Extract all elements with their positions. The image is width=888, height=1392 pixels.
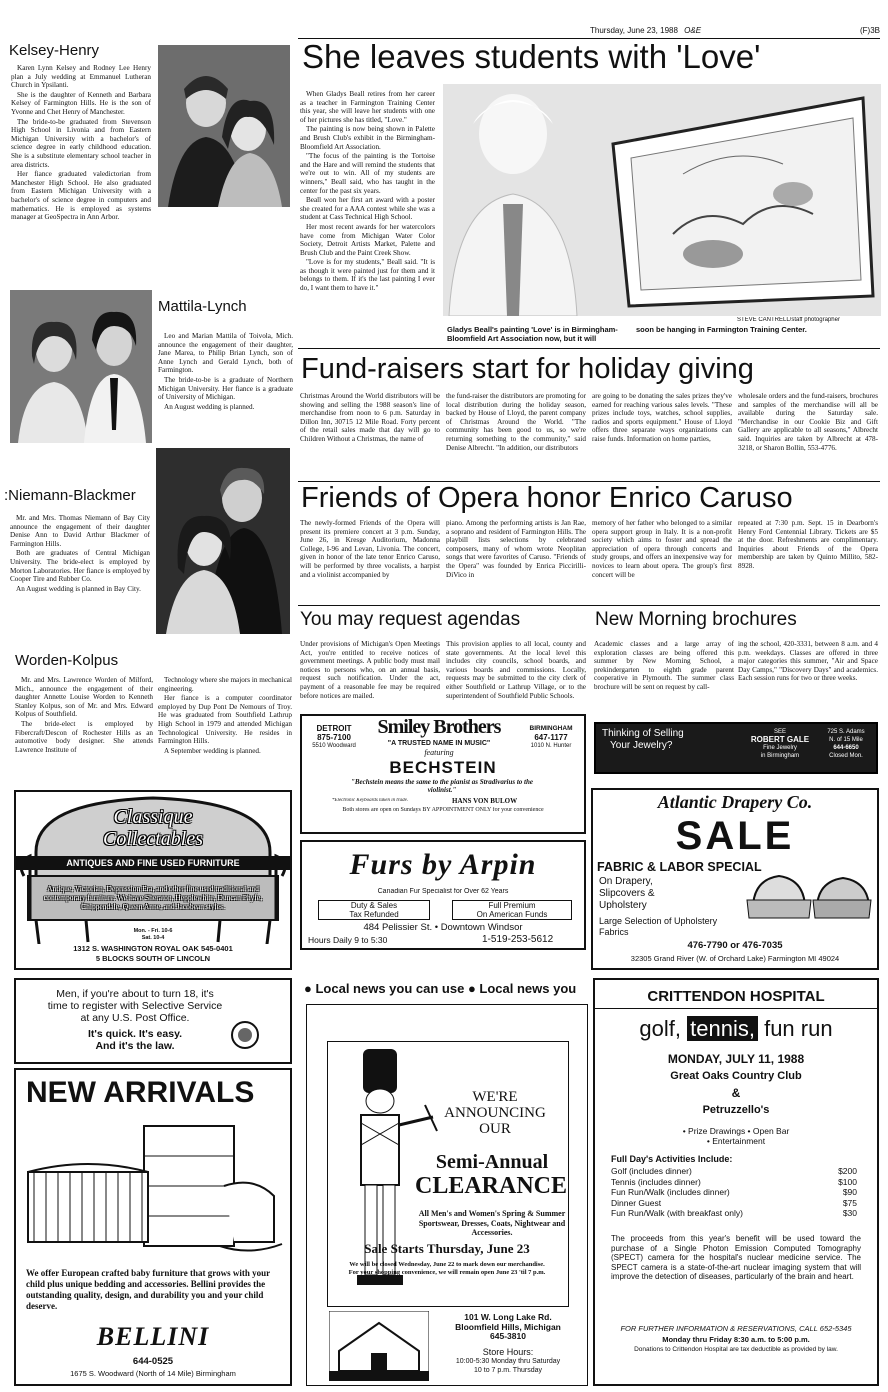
beall-painting-photo bbox=[443, 84, 881, 316]
smiley-birmingham-block bbox=[520, 724, 582, 751]
selective-line: And it's the law. bbox=[95, 1040, 175, 1052]
selective-service-ad[interactable] bbox=[14, 978, 292, 1064]
kelsey-body bbox=[11, 64, 151, 274]
kelsey-para: She is the daughter of Kenneth and Barbara Kelsey of Farmington Hills. He is the son of Yvonne and Chet Henry of Manchester. bbox=[11, 90, 151, 116]
selective-line: It's quick. It's easy. bbox=[87, 1028, 183, 1040]
chairs-illustration bbox=[743, 870, 873, 922]
love-para: Her most recent awards for her watercolors have come from Michigan Water Color Society, Detroit Artists Market, Palette and Brush Club and the Paint Creek Show. bbox=[300, 222, 435, 257]
masthead-date: Thursday, June 23, 1988 bbox=[590, 26, 678, 35]
clearance-line: WE'RE bbox=[472, 1089, 518, 1105]
smiley-detroit-block bbox=[306, 724, 362, 751]
gale-address-block bbox=[818, 728, 874, 760]
furs-address: 484 Pelissier St. • Downtown Windsor bbox=[363, 922, 523, 933]
fund-col-1: Christmas Around the World distributors will be showing and selling the 1988 season's line of merchandise from noon to 6 p.m. Saturday in Dillon Inn, 30715 12 Mile Road. Forty percent of the retail sales made that day will go to Children Without a Christmas, the name of bbox=[300, 392, 440, 443]
atlantic-item: Upholstery bbox=[599, 900, 647, 911]
atlantic-special: FABRIC & LABOR SPECIAL bbox=[597, 860, 762, 874]
mattila-body bbox=[158, 332, 293, 432]
mattila-para: An August wedding is planned. bbox=[164, 402, 255, 411]
fund-col-2: the fund-raiser the distributors are promoting for local distribution during the holiday season, backed by House of Lloyd, the parent company of Christmas Around the World. "The community has been good to us, so we're returning something to the community," said Denise Albrecht. "In addition, our distributors bbox=[446, 392, 586, 452]
selective-line: time to register with Selective Service bbox=[47, 1000, 223, 1012]
smiley-name: Smiley Brothers bbox=[377, 716, 501, 738]
gale-question bbox=[602, 728, 684, 752]
hospital-extras-1: • Prize Drawings • Open Bar bbox=[682, 1126, 790, 1136]
clearance-hours-1: 10:00-5:30 Monday thru Saturday bbox=[455, 1358, 561, 1365]
love-para: The painting is now being shown in Palette and Brush Club's exhibit in the Birmingham-Bloomfield Art Association. bbox=[300, 125, 435, 151]
furs-box1-line1: Duty & Sales bbox=[350, 901, 398, 910]
hospital-fee-row bbox=[611, 1177, 857, 1188]
love-body bbox=[300, 90, 435, 352]
gale-line-1: Thinking of Selling bbox=[602, 728, 684, 739]
classique-description: Antique, Victorian, Depression Era, and other fine used traditional and contemporary furniture. We have Sheraton, Hepplewhite, Duncan Phyfe, Chippendale, Queen Anne, and Jacobean styles. bbox=[43, 884, 263, 911]
worden-title: Worden-Kolpus bbox=[15, 652, 119, 669]
local-news-text-2: Local news you bbox=[479, 981, 577, 996]
fee-label: Dinner Guest bbox=[611, 1197, 662, 1208]
masthead-rule bbox=[298, 38, 880, 39]
atlantic-item: Slipcovers & bbox=[599, 888, 655, 899]
clearance-items: All Men's and Women's Spring & Summer Sportswear, Dresses, Coats, Nightwear and Accessories. bbox=[418, 1209, 566, 1237]
fee-label: Fun Run/Walk (includes dinner) bbox=[611, 1187, 730, 1197]
agendas-headline: You may request agendas bbox=[300, 610, 521, 629]
agendas-col-1: Under provisions of Michigan's Open Meetings Act, you're entitled to receive notices of government meetings. A public body must mail notices to persons who, on an annual basis, request such notification. Under the act, payment of a reasonable fee may be required before notices are mailed. bbox=[300, 640, 440, 700]
niemann-para: An August wedding is planned in Bay City. bbox=[16, 584, 141, 593]
furs-hours: Hours Daily 9 to 5:30 bbox=[308, 935, 388, 945]
classique-name-1: Classique bbox=[113, 806, 193, 828]
clearance-line: ANNOUNCING bbox=[444, 1105, 546, 1121]
furs-subtitle: Canadian Fur Specialist for Over 62 Years bbox=[377, 888, 509, 895]
agendas-col-2: This provision applies to all local, county and state governments. At the local level this includes city councils, school boards, and various boards and commissions. Locally, requests may be submitted to the city clerk of either Southfield or Lathrup Village, or to the superintendent of Southfield Public Schools. bbox=[446, 640, 586, 700]
smiley-hours: Both stores are open on Sundays BY APPOINTMENT ONLY for your convenience bbox=[342, 807, 544, 813]
fee-price: $30 bbox=[842, 1208, 857, 1218]
hospital-events bbox=[595, 1016, 877, 1042]
morning-col-2: ing the school, 420-3331, between 8 a.m. and 4 p.m. weekdays. Classes are offered in three major categories this summer, "Air and Space Day Camps," "Discovery Days" and academics. Each session runs for two or three weeks. bbox=[738, 640, 878, 683]
couple-photo-graphic bbox=[156, 448, 290, 634]
love-headline: She leaves students with 'Love' bbox=[302, 40, 761, 73]
bellini-body: We offer European crafted baby furniture that grows with your child plus unique bedding and accessories. Bellini provides the outstanding quality, design, and durability you and your child deserve. bbox=[26, 1268, 270, 1311]
fund-col-3: are going to be donating the sales prizes they've earned for reaching various sales levels. "These prizes include toys, watches, school supplies, radios and sports equipment." House of Lloyd offers three separate ways organizations can raise funds. Information on home parties, bbox=[592, 392, 732, 443]
love-para: "Love is for my students," Beall said. "It is as though it were painted just for them and it belongs to them. If it's the last painting I ever do, I want them to have it." bbox=[300, 258, 435, 293]
smiley-quote-author: HANS VON BULOW bbox=[452, 797, 518, 805]
niemann-para: Mr. and Mrs. Thomas Niemann of Bay City announce the engagement of their daughter Denise Ann to David Arthur Blackmer of Farmington Hills. bbox=[10, 514, 150, 548]
masthead bbox=[590, 26, 880, 38]
hospital-info: FOR FURTHER INFORMATION & RESERVATIONS, CALL 652-5345 bbox=[620, 1324, 852, 1333]
atlantic-large: Large Selection of Upholstery Fabrics bbox=[599, 916, 718, 937]
furs-box2-line2: On American Funds bbox=[476, 910, 548, 919]
furs-tax-box bbox=[318, 900, 430, 920]
masthead-paper: O&E bbox=[684, 26, 702, 35]
gale-sub-2: in Birmingham bbox=[760, 753, 800, 759]
furs-box1-line2: Tax Refunded bbox=[349, 910, 399, 919]
love-caption-2: soon be hanging in Farmington Training Center. bbox=[636, 325, 807, 334]
painting-photo-graphic bbox=[443, 84, 881, 316]
clearance-addr-2: Bloomfield Hills, Michigan bbox=[455, 1321, 561, 1332]
love-para: Beall won her first art award with a poster she created for a AAA contest while she was a student at Cass Technical High School. bbox=[300, 196, 435, 222]
worden-para: Technology where she majors in mechanical engineering. bbox=[158, 676, 292, 693]
hospital-extras-2: • Entertainment bbox=[706, 1136, 766, 1146]
fee-label: Tennis (includes dinner) bbox=[611, 1176, 701, 1187]
local-news-banner bbox=[304, 981, 586, 999]
atlantic-items bbox=[599, 876, 655, 912]
selective-service-seal-icon bbox=[230, 1020, 260, 1050]
fee-price: $90 bbox=[842, 1187, 857, 1197]
atlantic-name: Atlantic Drapery Co. bbox=[657, 792, 813, 812]
gale-sub-1: Fine Jewelry bbox=[763, 745, 797, 751]
crittendon-hospital-ad[interactable] bbox=[593, 978, 879, 1386]
love-caption-1: Gladys Beall's painting 'Love' is in Birmingham-Bloomfield Art Association now, but it will bbox=[447, 325, 618, 343]
selective-text bbox=[22, 988, 248, 1052]
smiley-birmingham-addr: 1010 N. Hunter bbox=[530, 743, 572, 749]
clearance-announce bbox=[425, 1089, 565, 1137]
selective-line: at any U.S. Post Office. bbox=[80, 1012, 190, 1024]
crib-illustration bbox=[24, 1116, 286, 1256]
bellini-ad[interactable] bbox=[14, 1068, 292, 1386]
hospital-event-tennis: tennis, bbox=[687, 1016, 758, 1041]
hospital-venue: Great Oaks Country Club bbox=[670, 1070, 802, 1082]
hospital-date: MONDAY, JULY 11, 1988 bbox=[667, 1052, 805, 1066]
classique-location: 5 BLOCKS SOUTH OF LINCOLN bbox=[16, 954, 290, 963]
bellini-address: 1675 S. Woodward (North of 14 Mile) Birmingham bbox=[70, 1369, 236, 1378]
local-news-bullet-icon: ● bbox=[467, 981, 476, 996]
hospital-amp: & bbox=[731, 1086, 741, 1100]
opera-col-2: piano. Among the performing artists is Jan Rae, a soprano and resident of Farmington Hills. The playbill lists selections by celebrated composers, many of whom wrote Neoplitan songs that were favorites of Caruso. "Friends of the Opera" was founded by Enrica Piccirilli-DiVico in bbox=[446, 519, 586, 579]
fund-col-4: wholesale orders and the fund-raisers, brochures and samples of the merchandise will all be available during the Saturday sale. "Merchandise in our Cookie Biz and Gift Gallery are applicable to all seasons," Albrecht said. Inquiries are taken by Albrecht at 478-3218, or Sharon Bollin, 553-4776. bbox=[738, 392, 878, 452]
smiley-brothers-ad[interactable] bbox=[300, 714, 586, 834]
clearance-note: We will be closed Wednesday, June 22 to mark down our merchandise. For your shopping convenience, we will remain open June 23 'til 7 p.m. bbox=[348, 1261, 546, 1276]
love-para: "The focus of the painting is the Tortoise and the Hare and will remind the students that we're out to win. All of my students are winners," Beall said, who has taught in the center for the past six years. bbox=[300, 152, 435, 195]
fee-label: Golf (includes dinner) bbox=[611, 1166, 692, 1176]
worden-para: Mr. and Mrs. Lawrence Worden of Milford, Mich., announce the engagement of their daughter Annette Louise Worden to Kenneth Stanley Kolpus, son of Mr. and Mrs. Edward Kolpus of Southfield. bbox=[15, 676, 153, 719]
hospital-venue-2: Petruzzello's bbox=[702, 1104, 770, 1116]
smiley-brand: BECHSTEIN bbox=[389, 758, 497, 777]
gale-addr: 725 S. Adams bbox=[827, 729, 865, 735]
fee-price: $75 bbox=[842, 1197, 857, 1208]
gale-line-2: Your Jewelry? bbox=[610, 740, 673, 751]
classique-hours-1: Mon. - Fri. 10-6 bbox=[133, 928, 173, 934]
worden-para: The bride-elect is employed by Fibercraft/Descon of Rochester Hills as an automotive body designer. She attends Lawrence Institute of bbox=[15, 719, 153, 754]
gale-see: SEE bbox=[773, 729, 786, 735]
smiley-detroit-phone: 875-7100 bbox=[317, 733, 351, 742]
opera-col-4: repeated at 7:30 p.m. Sept. 15 in Dearborn's Henry Ford Centennial Library. Tickets are $5 at the door. Refreshments are complimentary. Inquiries about Friends of the Opera membership are taken by Quinto Millito, 582-8928. bbox=[738, 519, 878, 570]
clearance-line: OUR bbox=[479, 1121, 511, 1137]
fund-headline: Fund-raisers start for holiday giving bbox=[301, 355, 754, 384]
niemann-couple-photo bbox=[156, 448, 290, 634]
smiley-quote: "Bechstein means the same to the pianist as Stradivarius to the violinist." bbox=[350, 778, 534, 794]
hospital-event-golf: golf, bbox=[639, 1016, 681, 1041]
worden-body-col1 bbox=[15, 676, 153, 772]
agendas-top-rule bbox=[298, 605, 880, 606]
kelsey-para: The bride-to-be graduated from Stevenson High School in Livonia and from Eastern Michigan University with a bachelor's of science degree in early childhood education. She is a substitute elementary school teacher in area districts. bbox=[11, 117, 151, 169]
bellini-headline: NEW ARRIVALS bbox=[26, 1076, 255, 1109]
classique-hours-2: Sat. 10-4 bbox=[141, 935, 165, 941]
gale-name-block bbox=[742, 728, 818, 760]
opera-headline: Friends of Opera honor Enrico Caruso bbox=[301, 484, 793, 513]
smiley-electronic-note: *Electronic Keyboards taken in trade. bbox=[332, 798, 409, 803]
masthead-page: (F)3B bbox=[860, 26, 880, 35]
couple-photo-graphic bbox=[10, 290, 152, 443]
hospital-title: CRITTENDON HOSPITAL bbox=[647, 988, 825, 1005]
smiley-birmingham-phone: 647-1177 bbox=[534, 733, 568, 742]
morning-col-1: Academic classes and a large array of exploration classes are being offered this summer by New Morning School, a prekindergarten to eighth grade parent cooperative in Plymouth. The summer class brochure will be sent on request by call- bbox=[594, 640, 734, 691]
classique-tagline: ANTIQUES AND FINE USED FURNITURE bbox=[16, 856, 290, 870]
clearance-semi-annual: Semi-Annual bbox=[435, 1151, 549, 1173]
furs-premium-box bbox=[452, 900, 572, 920]
bellini-logo: BELLINI bbox=[96, 1322, 210, 1351]
smiley-slogan: "A TRUSTED NAME IN MUSIC" bbox=[387, 740, 491, 747]
clearance-address bbox=[433, 1313, 583, 1342]
smiley-birmingham-label: BIRMINGHAM bbox=[529, 725, 573, 732]
selective-line: Men, if you're about to turn 18, it's bbox=[56, 988, 214, 1000]
atlantic-phones: 476-7790 or 476-7035 bbox=[687, 940, 783, 951]
smiley-detroit-addr: 5510 Woodward bbox=[312, 743, 356, 749]
niemann-body bbox=[10, 514, 150, 626]
mattila-couple-photo bbox=[10, 290, 152, 443]
furs-by-arpin-ad[interactable] bbox=[300, 840, 586, 950]
hospital-body: The proceeds from this year's benefit will be used toward the purchase of a Single Photon Emission Computed Tomography (SPECT) camera for the hospital's nuclear medicine service. The SPECT camera is a state-of-the-art nuclear imaging system that will improve the detection of diseases, particularly of the brain and heart. bbox=[611, 1234, 861, 1281]
gale-name: ROBERT GALE bbox=[750, 735, 810, 744]
store-logo-illustration bbox=[329, 1311, 429, 1381]
hospital-fee-row bbox=[611, 1208, 857, 1219]
atlantic-address: 32305 Grand River (W. of Orchard Lake) Farmington MI 49024 bbox=[630, 954, 840, 963]
furs-name: Furs by Arpin bbox=[349, 848, 537, 881]
robert-gale-ad[interactable] bbox=[594, 722, 878, 774]
love-para: When Gladys Beall retires from her career as a teacher in Farmington Training Center this year, she will leave her students with one of her pictures she has titled, "Love." bbox=[300, 90, 435, 124]
fee-price: $200 bbox=[838, 1166, 857, 1176]
fee-label: Fun Run/Walk (with breakfast only) bbox=[611, 1208, 743, 1218]
hospital-fees-list bbox=[611, 1166, 857, 1219]
niemann-title: :Niemann-Blackmer bbox=[4, 487, 136, 504]
bellini-phone: 644-0525 bbox=[132, 1356, 174, 1367]
hospital-hours: Monday thru Friday 8:30 a.m. to 5:00 p.m. bbox=[662, 1335, 810, 1344]
smiley-featuring: featuring bbox=[424, 748, 454, 757]
kelsey-para: Her fiance graduated valedictorian from Manchester High School. He also graduated from Eastern Michigan University with a bachelor's of science degree in computers and mathematics. He is employed as systems manager at GeoSpectra in Ann Arbor. bbox=[11, 170, 151, 222]
clearance-hours-2: 10 to 7 p.m. Thursday bbox=[474, 1366, 542, 1374]
classique-hours bbox=[16, 928, 290, 942]
opera-col-1: The newly-formed Friends of the Opera will present its premiere concert at 3 p.m. Sunday, June 26, in Kresge Auditorium, Madonna College, I-96 and Levan, Livonia. The concert, given in honor of the late tenor Enrico Caruso, will be performed by three vocalists, a harpist and a violinist accompanied by bbox=[300, 519, 440, 579]
hospital-title-rule bbox=[595, 1008, 877, 1009]
clearance-phone: 645-3810 bbox=[490, 1331, 526, 1341]
opera-top-rule bbox=[298, 481, 880, 482]
clearance-hours bbox=[433, 1347, 583, 1375]
local-news-bullet-icon: ● bbox=[304, 981, 312, 996]
couple-photo-graphic bbox=[158, 45, 290, 207]
gale-addr-2: N. of 15 Mile bbox=[829, 737, 863, 743]
hospital-note: Donations to Crittendon Hospital are tax deductible as provided by law. bbox=[634, 1346, 838, 1353]
clearance-title: CLEARANCE bbox=[414, 1173, 567, 1199]
hospital-fee-row bbox=[611, 1166, 857, 1177]
furs-phone: 1-519-253-5612 bbox=[482, 934, 554, 945]
niemann-para: Both are graduates of Central Michigan University. The bride-elect is employed by Morton Laboratories. Her fiance is employed by Cooper Tire and Rubber Co. bbox=[10, 549, 150, 584]
worden-para: A September wedding is planned. bbox=[164, 746, 261, 755]
hospital-fee-row bbox=[611, 1187, 857, 1198]
atlantic-drapery-ad[interactable] bbox=[591, 788, 879, 970]
mattila-title: Mattila-Lynch bbox=[158, 298, 247, 315]
atlantic-item: On Drapery, bbox=[599, 876, 653, 887]
hospital-fees-title: Full Day's Activities Include: bbox=[611, 1154, 733, 1164]
atlantic-sale: SALE bbox=[675, 814, 795, 858]
clearance-ad[interactable] bbox=[306, 1004, 588, 1386]
hospital-event-run: fun run bbox=[764, 1016, 833, 1041]
kelsey-title: Kelsey-Henry bbox=[9, 42, 100, 59]
fee-price: $100 bbox=[838, 1176, 857, 1187]
furs-box2-line1: Full Premium bbox=[488, 901, 536, 910]
kelsey-couple-photo bbox=[158, 45, 290, 207]
worden-para: Her fiance is a computer coordinator employed by Dup Pont De Nemours of Troy. He was graduated from Southfield Lathrup High School in 1979 and attended Michigan Technological University. He resides in Farmington Hills. bbox=[158, 694, 292, 746]
clearance-addr-1: 101 W. Long Lake Rd. bbox=[464, 1313, 552, 1322]
photo-credit: STEVE CANTRELL/staff photographer bbox=[737, 317, 840, 323]
clearance-hours-title: Store Hours: bbox=[482, 1347, 534, 1357]
hospital-extras bbox=[595, 1126, 877, 1146]
gale-phone: 644-6650 bbox=[833, 745, 859, 751]
clearance-start: Sale Starts Thursday, June 23 bbox=[364, 1241, 530, 1256]
mattila-para: Leo and Marian Mattila of Toivola, Mich. announce the engagement of their daughter, Jane Marea, to Philip Brian Lynch, son of Anne Lynch and Gerald Lynch, both of Farmington. bbox=[158, 332, 293, 375]
mattila-para: The bride-to-be is a graduate of Northern Michigan University. Her fiance is a graduate of University of Michigan. bbox=[158, 375, 293, 402]
hospital-fee-row bbox=[611, 1198, 857, 1209]
worden-body-col2 bbox=[158, 676, 292, 772]
morning-headline: New Morning brochures bbox=[595, 610, 797, 629]
opera-col-3: memory of her father who belonged to a similar opera support group in Italy. It is a non-profit society which aims to foster and spread the appreciation of opera through concerts and study groups, and offers an inexpensive way for novices to learn about opera. The group's first concert will be bbox=[592, 519, 732, 579]
kelsey-para: Karen Lynn Kelsey and Rodney Lee Henry plan a July wedding at Emmanuel Lutheran Church in Ypsilanti. bbox=[11, 64, 151, 90]
classique-collectables-ad[interactable] bbox=[14, 790, 292, 970]
classique-name-2: Collectables bbox=[103, 828, 203, 850]
gale-closed: Closed Mon. bbox=[829, 753, 863, 759]
smiley-detroit-label: DETROIT bbox=[316, 724, 352, 733]
local-news-text: Local news you can use bbox=[315, 981, 465, 996]
classique-address: 1312 S. WASHINGTON ROYAL OAK 545-0401 bbox=[16, 944, 290, 953]
fund-top-rule bbox=[298, 348, 880, 349]
